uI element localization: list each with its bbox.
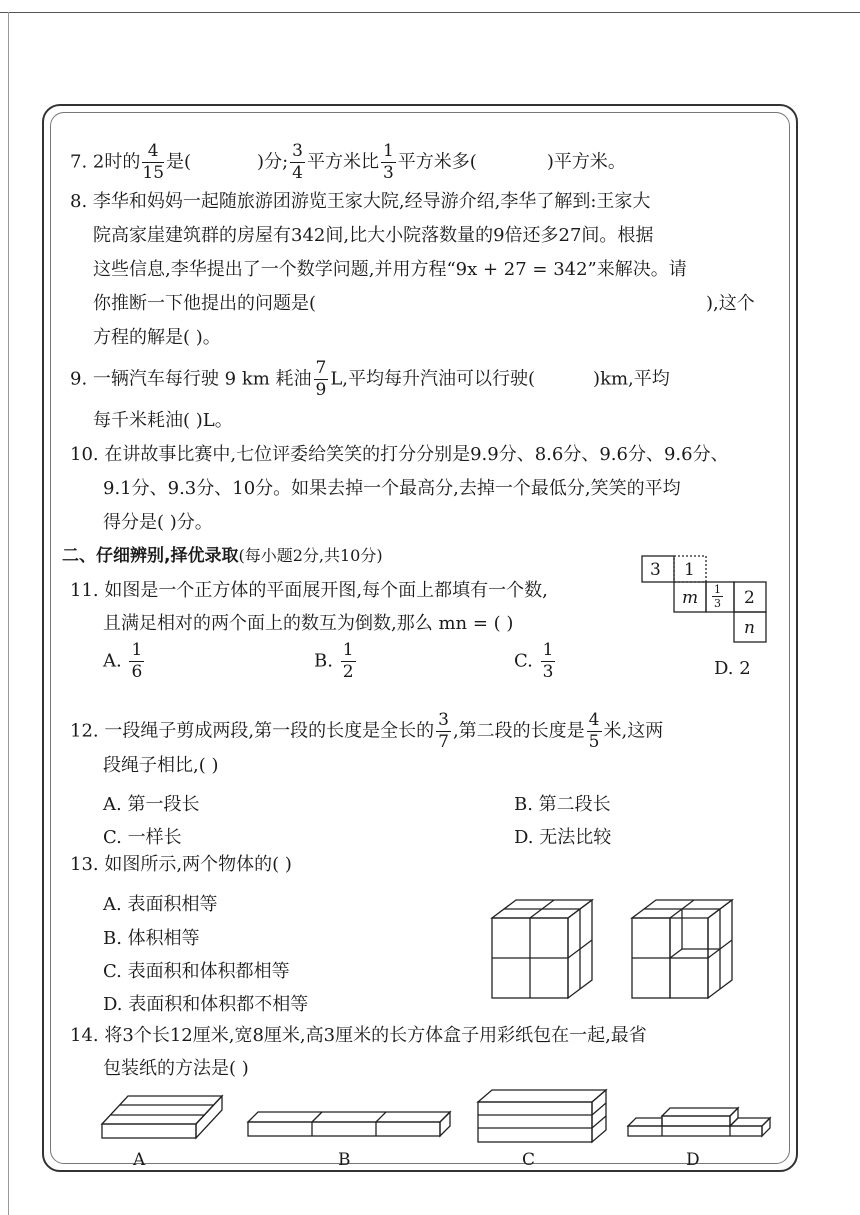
page-top-rule <box>0 12 860 13</box>
denominator: 3 <box>542 662 554 682</box>
q12-text-3: 米,这两 <box>603 720 664 742</box>
option-value: 2 <box>739 658 751 679</box>
numerator: 4 <box>142 143 164 163</box>
question-11-line-2: 且满足相对的两个面上的数互为倒数,那么 mn = ( ) <box>103 613 514 634</box>
q13-option-c[interactable]: C. 表面积和体积都相等 <box>103 961 290 982</box>
q9-text-2: L,平均每升汽油可以行驶( <box>330 368 536 390</box>
question-number: 10. <box>70 444 99 465</box>
numerator: 3 <box>438 710 449 730</box>
arrangement-d-figure <box>626 1104 772 1140</box>
q11-text: 如图是一个正方体的平面展开图,每个面上都填有一个数, <box>104 580 548 601</box>
notched-cube-figure <box>630 898 740 1002</box>
cube-net-figure <box>640 554 768 646</box>
section-title: 二、仔细辨别,择优录取 <box>62 546 239 566</box>
q10-text: 在讲故事比赛中,七位评委给笑笑的打分分别是9.9分、8.6分、9.6分、9.6分、 <box>104 444 729 465</box>
q12-text-1: 一段绳子剪成两段,第一段的长度是全长的 <box>104 720 435 742</box>
question-10-line-1 <box>70 446 729 464</box>
arrangement-b-caption: B <box>338 1150 351 1170</box>
numerator: 1 <box>131 640 143 660</box>
question-number: 9. <box>70 368 88 390</box>
q8-text: 李华和妈妈一起随旅游团游览王家大院,经导游介绍,李华了解到:王家大 <box>92 191 651 212</box>
question-8-line-3: 这些信息,李华提出了一个数学问题,并用方程“9x + 27 = 342”来解决。请 <box>93 259 687 280</box>
net-cell-m: m <box>682 588 699 608</box>
numerator: 7 <box>315 358 327 378</box>
net-cell-3: 3 <box>650 560 661 580</box>
question-9-line-1 <box>70 360 670 399</box>
question-number: 11. <box>70 580 99 601</box>
question-10-line-2: 9.1分、9.3分、10分。如果去掉一个最高分,去掉一个最低分,笑笑的平均 <box>103 478 681 499</box>
denominator: 2 <box>342 662 354 682</box>
question-8-line-4: 你推断一下他提出的问题是( <box>93 293 317 314</box>
option-label: A. <box>103 650 122 672</box>
section-note: (每小题2分,共10分) <box>238 546 383 565</box>
q7-text-6: )平方米。 <box>546 151 626 173</box>
q12-option-d[interactable]: D. 无法比较 <box>514 827 612 848</box>
option-label: C. <box>514 650 533 672</box>
question-13-line-1 <box>70 856 292 874</box>
q13-option-b[interactable]: B. 体积相等 <box>103 928 200 949</box>
q11-option-d[interactable] <box>714 658 751 679</box>
question-12-line-1 <box>70 712 663 751</box>
question-8-line-2: 院高家崖建筑群的房屋有342间,比大小院落数量的9倍还多27间。根据 <box>93 225 654 246</box>
question-number: 13. <box>70 854 99 875</box>
page-left-rule <box>8 12 9 1215</box>
denominator: 9 <box>315 380 327 400</box>
q12-text-2: ,第二段的长度是 <box>452 720 585 742</box>
fraction <box>142 143 164 182</box>
question-number: 7. <box>70 151 88 173</box>
question-9-line-2: 每千米耗油( )L。 <box>93 410 233 431</box>
question-number: 14. <box>70 1025 99 1046</box>
numerator: 1 <box>714 583 721 596</box>
numerator: 3 <box>292 141 303 161</box>
question-number: 8. <box>70 191 88 212</box>
q7-text-1: 2时的 <box>92 151 141 173</box>
q13-option-a[interactable]: A. 表面积相等 <box>103 894 218 915</box>
q13-text: 如图所示,两个物体的( ) <box>104 854 292 875</box>
fraction <box>436 712 451 751</box>
fraction <box>587 712 602 751</box>
net-cell-1: 1 <box>684 560 695 580</box>
option-label: D. <box>714 658 734 679</box>
q14-text: 将3个长12厘米,宽8厘米,高3厘米的长方体盒子用彩纸包在一起,最省 <box>104 1025 647 1046</box>
question-8-line-5: 方程的解是( )。 <box>93 327 221 348</box>
fraction <box>381 143 396 182</box>
section-2-heading <box>62 548 383 565</box>
question-8-line-4-end: ),这个 <box>706 293 755 314</box>
q7-text-4: 平方米比 <box>306 151 379 173</box>
q7-text-5: 平方米多( <box>397 151 477 173</box>
denominator: 5 <box>588 732 600 752</box>
question-10-line-3: 得分是( )分。 <box>103 512 213 533</box>
q11-option-c[interactable] <box>514 642 557 681</box>
numerator: 1 <box>342 640 354 660</box>
fraction <box>341 642 356 681</box>
arrangement-a-figure <box>100 1090 228 1142</box>
net-cell-n: n <box>744 618 755 638</box>
denominator: 3 <box>382 163 394 183</box>
fraction <box>290 143 305 182</box>
q7-text-2: 是( <box>166 151 192 173</box>
question-number: 12. <box>70 720 99 742</box>
q7-text-3: )分; <box>257 151 289 173</box>
denominator: 3 <box>714 597 721 610</box>
q11-option-b[interactable] <box>314 642 358 681</box>
question-14-line-2: 包装纸的方法是( ) <box>103 1058 249 1079</box>
denominator: 6 <box>131 662 143 682</box>
question-14-line-1 <box>70 1027 647 1045</box>
net-cell-2: 2 <box>744 588 755 608</box>
q9-text-3: )km,平均 <box>593 368 670 390</box>
denominator: 7 <box>438 732 449 752</box>
net-cell-fraction <box>712 584 723 609</box>
numerator: 4 <box>588 710 600 730</box>
question-12-line-2: 段绳子相比,( ) <box>103 755 219 776</box>
full-cube-figure <box>490 898 600 1002</box>
fraction <box>129 642 144 681</box>
fraction <box>314 360 329 399</box>
denominator: 4 <box>292 163 303 183</box>
arrangement-c-caption: C <box>522 1150 536 1170</box>
question-8-line-1 <box>70 193 650 211</box>
q13-option-d[interactable]: D. 表面积和体积都不相等 <box>103 994 309 1015</box>
arrangement-a-caption: A <box>133 1150 146 1170</box>
numerator: 1 <box>542 640 554 660</box>
question-11-line-1 <box>70 582 548 600</box>
option-label: B. <box>314 650 333 672</box>
q12-option-b[interactable]: B. 第二段长 <box>514 794 611 815</box>
numerator: 1 <box>382 141 394 161</box>
denominator: 15 <box>142 163 165 183</box>
arrangement-c-figure <box>476 1088 608 1144</box>
arrangement-b-figure <box>246 1108 452 1138</box>
arrangement-d-caption: D <box>686 1150 700 1170</box>
q11-option-a[interactable] <box>103 642 146 681</box>
question-7 <box>70 143 626 182</box>
q12-option-a[interactable]: A. 第一段长 <box>103 794 200 815</box>
q9-text-1: 一辆汽车每行驶 9 km 耗油 <box>92 368 312 390</box>
q12-option-c[interactable]: C. 一样长 <box>103 827 182 848</box>
fraction <box>541 642 556 681</box>
